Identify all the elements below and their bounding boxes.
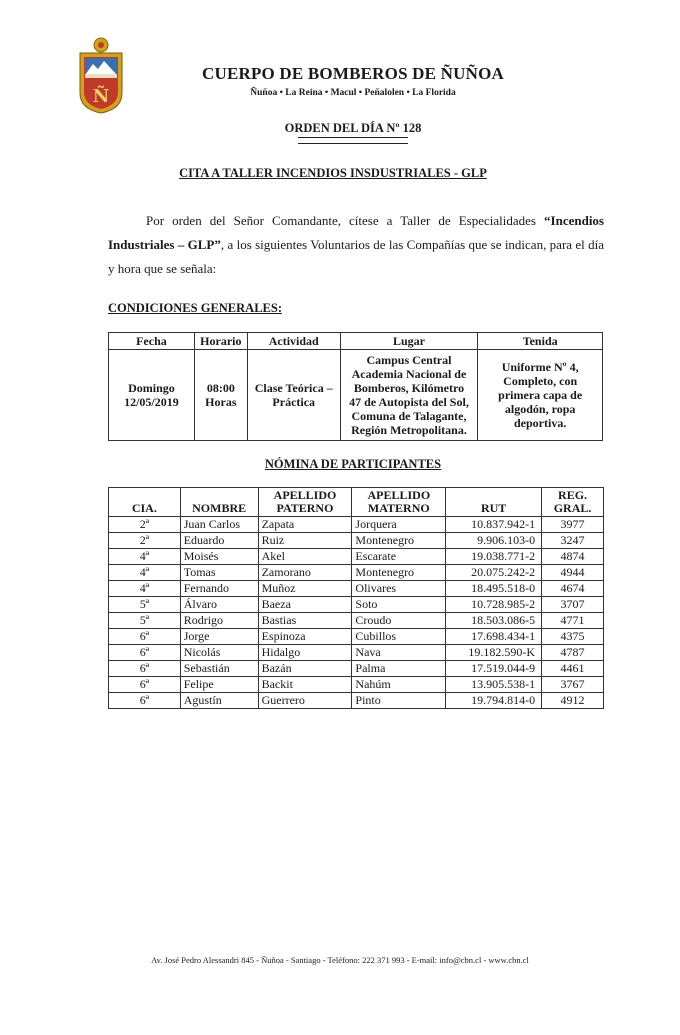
cell-materno: Nava bbox=[352, 645, 446, 661]
table-row bbox=[109, 693, 604, 709]
conditions-heading: CONDICIONES GENERALES: bbox=[108, 301, 282, 315]
cell-nombre: Álvaro bbox=[180, 597, 258, 613]
cell-cia: 6ª bbox=[109, 677, 181, 693]
cell-materno: Jorquera bbox=[352, 517, 446, 533]
header-actividad: Actividad bbox=[247, 333, 340, 350]
table-row bbox=[109, 677, 604, 693]
fire-department-crest-icon bbox=[76, 35, 126, 115]
cell-cia: 4ª bbox=[109, 581, 181, 597]
cell-nombre: Jorge bbox=[180, 629, 258, 645]
order-title: ORDEN DEL DÍA Nº 128 bbox=[284, 121, 422, 135]
cell-reg: 4461 bbox=[542, 661, 604, 677]
table-row bbox=[109, 533, 604, 549]
cell-materno: Palma bbox=[352, 661, 446, 677]
crest-emblem-letter: Ñ bbox=[92, 86, 110, 107]
fecha-line: Domingo bbox=[128, 381, 175, 395]
table-row bbox=[109, 597, 604, 613]
tenida-line: Uniforme Nº 4, bbox=[501, 360, 579, 374]
table-row bbox=[109, 565, 604, 581]
table-row bbox=[109, 549, 604, 565]
cell-rut: 18.503.086-5 bbox=[446, 613, 542, 629]
cell-paterno: Hidalgo bbox=[258, 645, 352, 661]
header-fecha: Fecha bbox=[109, 333, 195, 350]
table-row bbox=[109, 645, 604, 661]
cell-paterno: Bastias bbox=[258, 613, 352, 629]
header-reg-gral bbox=[542, 488, 604, 517]
lugar-line: Comuna de Talagante, bbox=[351, 409, 467, 423]
participants-table bbox=[108, 487, 604, 709]
cell-paterno: Baeza bbox=[258, 597, 352, 613]
footer-contact: Av. José Pedro Alessandri 845 - Ñuñoa - Santiago - Teléfono: 222 371 993 - E-mail: info@cbn.cl - www.cbn.cl bbox=[151, 955, 529, 965]
cell-reg: 3707 bbox=[542, 597, 604, 613]
cell-rut: 18.495.518-0 bbox=[446, 581, 542, 597]
cell-nombre: Felipe bbox=[180, 677, 258, 693]
cell-reg: 4912 bbox=[542, 693, 604, 709]
header-cia-text: CIA. bbox=[131, 501, 157, 515]
fecha-line: 12/05/2019 bbox=[124, 395, 179, 409]
cell-cia: 6ª bbox=[109, 693, 181, 709]
cell-paterno: Akel bbox=[258, 549, 352, 565]
cell-materno: Nahúm bbox=[352, 677, 446, 693]
cell-paterno: Muñoz bbox=[258, 581, 352, 597]
cell-cia: 5ª bbox=[109, 597, 181, 613]
horario-line: 08:00 bbox=[206, 381, 235, 395]
cell-rut: 17.519.044-9 bbox=[446, 661, 542, 677]
cell-rut: 10.837.942-1 bbox=[446, 517, 542, 533]
body-paragraph bbox=[108, 209, 604, 281]
cell-actividad bbox=[247, 350, 340, 441]
header-cia bbox=[109, 488, 181, 517]
cell-rut: 19.182.590-K bbox=[446, 645, 542, 661]
header-materno-line2: MATERNO bbox=[367, 501, 430, 515]
participants-heading: NÓMINA DE PARTICIPANTES bbox=[264, 457, 442, 471]
cell-materno: Cubillos bbox=[352, 629, 446, 645]
cell-rut: 13.905.538-1 bbox=[446, 677, 542, 693]
tenida-line: primera capa de bbox=[498, 388, 583, 402]
cell-tenida bbox=[478, 350, 603, 441]
cell-materno: Olivares bbox=[352, 581, 446, 597]
cell-reg: 4375 bbox=[542, 629, 604, 645]
cell-materno: Pinto bbox=[352, 693, 446, 709]
cell-paterno: Bazán bbox=[258, 661, 352, 677]
table-row bbox=[109, 581, 604, 597]
cell-rut: 19.794.814-0 bbox=[446, 693, 542, 709]
body-text-part1: Por orden del Señor Comandante, cítese a Taller de Especialidades bbox=[146, 213, 545, 228]
cell-reg: 3977 bbox=[542, 517, 604, 533]
cell-materno: Soto bbox=[352, 597, 446, 613]
header-horario: Horario bbox=[194, 333, 247, 350]
table-row bbox=[109, 613, 604, 629]
header-materno-line1: APELLIDO bbox=[367, 488, 431, 502]
body-text-part2: , a los siguientes Voluntarios de las Compañías que se indican, para el día y hora que se señala: bbox=[108, 237, 605, 276]
cell-rut: 17.698.434-1 bbox=[446, 629, 542, 645]
cell-nombre: Eduardo bbox=[180, 533, 258, 549]
cell-lugar bbox=[340, 350, 478, 441]
cell-rut: 9.906.103-0 bbox=[446, 533, 542, 549]
header-rut bbox=[446, 488, 542, 517]
cell-materno: Escarate bbox=[352, 549, 446, 565]
cell-paterno: Ruiz bbox=[258, 533, 352, 549]
lugar-line: Región Metropolitana. bbox=[351, 423, 467, 437]
cell-reg: 4944 bbox=[542, 565, 604, 581]
cell-reg: 4674 bbox=[542, 581, 604, 597]
cell-nombre: Nicolás bbox=[180, 645, 258, 661]
header-rut-text: RUT bbox=[480, 501, 507, 515]
cell-paterno: Espinoza bbox=[258, 629, 352, 645]
header-reg-line2: GRAL. bbox=[553, 501, 592, 515]
cell-cia: 4ª bbox=[109, 549, 181, 565]
lugar-line: 47 de Autopista del Sol, bbox=[349, 395, 469, 409]
cell-nombre: Fernando bbox=[180, 581, 258, 597]
cell-fecha bbox=[109, 350, 195, 441]
cell-cia: 6ª bbox=[109, 629, 181, 645]
title-double-rule bbox=[298, 137, 408, 144]
table-row bbox=[109, 629, 604, 645]
cell-reg: 4787 bbox=[542, 645, 604, 661]
cell-materno: Montenegro bbox=[352, 533, 446, 549]
cell-cia: 5ª bbox=[109, 613, 181, 629]
cell-nombre: Juan Carlos bbox=[180, 517, 258, 533]
cell-nombre: Tomas bbox=[180, 565, 258, 581]
actividad-line: Clase Teórica – bbox=[254, 381, 333, 395]
cell-cia: 2ª bbox=[109, 533, 181, 549]
cell-materno: Croudo bbox=[352, 613, 446, 629]
tenida-line: deportiva. bbox=[513, 416, 567, 430]
participants-header-row bbox=[109, 488, 604, 517]
cell-nombre: Moisés bbox=[180, 549, 258, 565]
horario-line: Horas bbox=[205, 395, 237, 409]
tenida-line: algodón, ropa bbox=[504, 402, 576, 416]
body-text-bold: “Incendios Industriales – GLP” bbox=[108, 213, 604, 252]
cell-reg: 3767 bbox=[542, 677, 604, 693]
cell-paterno: Guerrero bbox=[258, 693, 352, 709]
lugar-line: Bomberos, Kilómetro bbox=[353, 381, 465, 395]
organization-name: CUERPO DE BOMBEROS DE ÑUÑOA bbox=[202, 64, 504, 83]
header-tenida: Tenida bbox=[478, 333, 603, 350]
cell-cia: 6ª bbox=[109, 661, 181, 677]
cell-reg: 3247 bbox=[542, 533, 604, 549]
cell-cia: 6ª bbox=[109, 645, 181, 661]
cell-nombre: Rodrigo bbox=[180, 613, 258, 629]
header-nombre-text: NOMBRE bbox=[192, 501, 247, 515]
lugar-line: Campus Central bbox=[366, 353, 452, 367]
cell-materno: Montenegro bbox=[352, 565, 446, 581]
organization-communes: Ñuñoa • La Reina • Macul • Peñalolen • La Florida bbox=[250, 88, 456, 98]
header-paterno-line1: APELLIDO bbox=[273, 488, 337, 502]
cell-reg: 4874 bbox=[542, 549, 604, 565]
cell-rut: 19.038.771-2 bbox=[446, 549, 542, 565]
subject-heading: CITA A TALLER INCENDIOS INSDUSTRIALES - GLP bbox=[179, 166, 487, 180]
header-lugar: Lugar bbox=[340, 333, 478, 350]
table-row bbox=[109, 517, 604, 533]
cell-reg: 4771 bbox=[542, 613, 604, 629]
table-row bbox=[109, 661, 604, 677]
cell-paterno: Backit bbox=[258, 677, 352, 693]
tenida-line: Completo, con bbox=[503, 374, 578, 388]
header-apellido-materno bbox=[352, 488, 446, 517]
lugar-line: Academia Nacional de bbox=[351, 367, 467, 381]
cell-nombre: Sebastián bbox=[180, 661, 258, 677]
cell-horario bbox=[194, 350, 247, 441]
cell-cia: 2ª bbox=[109, 517, 181, 533]
header-apellido-paterno bbox=[258, 488, 352, 517]
conditions-table bbox=[108, 332, 603, 441]
header-reg-line1: REG. bbox=[558, 488, 588, 502]
header-nombre bbox=[180, 488, 258, 517]
cell-cia: 4ª bbox=[109, 565, 181, 581]
cell-rut: 10.728.985-2 bbox=[446, 597, 542, 613]
conditions-header-row bbox=[109, 333, 603, 350]
actividad-line: Práctica bbox=[272, 395, 316, 409]
header-paterno-line2: PATERNO bbox=[276, 501, 334, 515]
conditions-row bbox=[109, 350, 603, 441]
cell-rut: 20.075.242-2 bbox=[446, 565, 542, 581]
cell-paterno: Zamorano bbox=[258, 565, 352, 581]
cell-paterno: Zapata bbox=[258, 517, 352, 533]
cell-nombre: Agustín bbox=[180, 693, 258, 709]
